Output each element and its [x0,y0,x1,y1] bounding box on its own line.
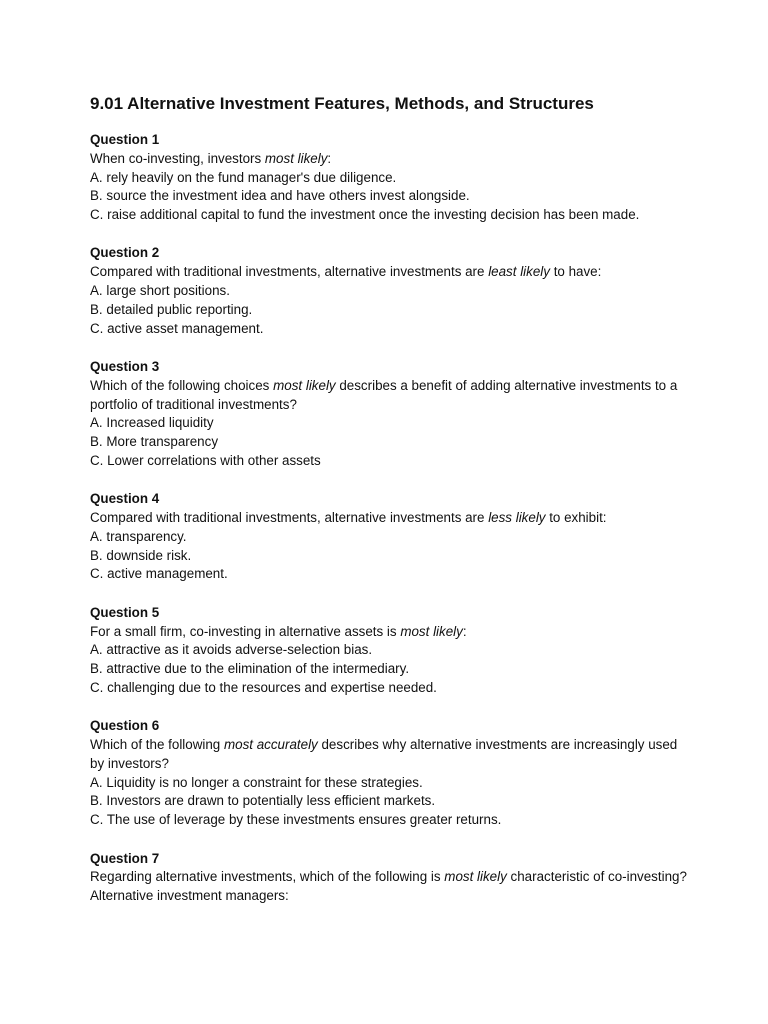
answer-option-b: B. downside risk. [90,547,192,563]
question-stem: Which of the following most accurately describes why alternative investments are increasingly used by investors? [90,737,678,771]
stem-emphasis: most likely [400,623,463,639]
answer-option-c: C. challenging due to the resources and expertise needed. [90,679,437,695]
document-page [90,93,690,925]
answer-option-a: A. Increased liquidity [90,415,214,431]
question-stem: Compared with traditional investments, alternative investments are least likely to have: [90,264,602,280]
answer-option-a: A. attractive as it avoids adverse-selection bias. [90,642,373,658]
stem-emphasis: most likely [444,869,507,885]
question-1 [90,131,690,225]
stem-emphasis: less likely [488,510,546,526]
question-stem: For a small firm, co-investing in alternative assets is most likely: [90,623,467,639]
answer-option-b: B. attractive due to the elimination of the intermediary. [90,661,410,677]
stem-emphasis: least likely [488,264,550,280]
answer-option-a: A. transparency. [90,528,187,544]
question-label: Question 3 [90,358,160,374]
question-4 [90,490,690,584]
answer-option-a: A. Liquidity is no longer a constraint for these strategies. [90,774,423,790]
question-7 [90,850,690,906]
answer-option-c: C. active asset management. [90,320,264,336]
question-label: Question 6 [90,718,160,734]
answer-option-a: A. rely heavily on the fund manager's due diligence. [90,169,397,185]
question-label: Question 2 [90,245,160,261]
answer-option-c: C. Lower correlations with other assets [90,452,321,468]
answer-option-b: B. More transparency [90,434,219,450]
question-stem: Compared with traditional investments, alternative investments are less likely to exhibit: [90,510,607,526]
question-5 [90,604,690,698]
question-stem: Which of the following choices most likely describes a benefit of adding alternative investments to a portfolio of traditional investments? [90,377,678,412]
answer-option-c: C. raise additional capital to fund the investment once the investing decision has been made. [90,207,640,223]
question-stem: When co-investing, investors most likely: [90,150,332,166]
answer-option-b: B. source the investment idea and have others invest alongside. [90,188,470,204]
answer-option-c: C. active management. [90,566,228,582]
question-label: Question 7 [90,850,160,866]
answer-option-b: B. Investors are drawn to potentially less efficient markets. [90,793,436,809]
answer-option-a: A. large short positions. [90,283,230,299]
question-label: Question 1 [90,132,160,147]
question-6 [90,717,690,830]
question-stem: Regarding alternative investments, which of the following is most likely characteristic of co-investing? Alternative investment managers: [90,869,687,904]
question-label: Question 4 [90,491,160,507]
stem-emphasis: most likely [264,150,328,166]
question-2 [90,244,690,338]
stem-emphasis: most likely [273,377,336,393]
answer-option-b: B. detailed public reporting. [90,301,253,317]
question-3 [90,358,690,471]
stem-emphasis: most accurately [223,737,318,753]
document-title: 9.01 Alternative Investment Features, Methods, and Structures [90,94,594,113]
answer-option-c: C. The use of leverage by these investments ensures greater returns. [90,812,502,828]
question-label: Question 5 [90,604,160,620]
